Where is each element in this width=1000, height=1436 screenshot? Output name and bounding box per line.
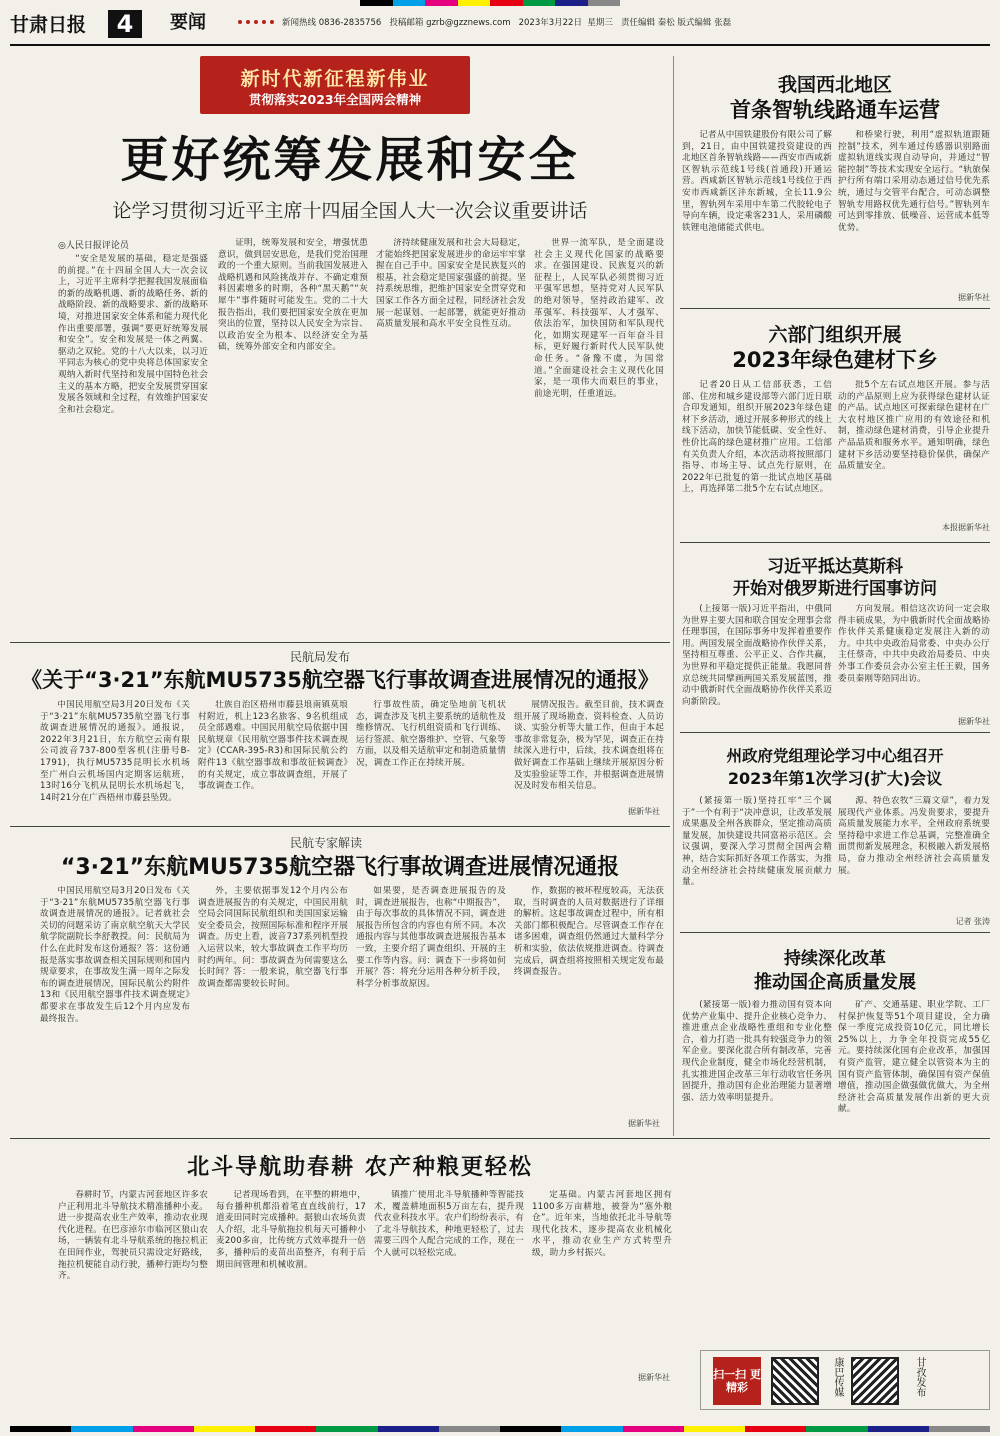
lead-col-1: “安全是发展的基础，稳定是强盛的前提。”在十四届全国人大一次会议上，习近平主席科学把握我国发展面临的新的战略机遇、新的战略任务、新的战略阶段、新的战略要求、新的战略环境，对推进国家安全体系和能力现代化作出重要部署，强调“要更好统筹发展和安全”。安全和发展是一体之两翼、驱动之双轮。党的十八大以来，以习近平同志为核心的党中央将总体国家安全观纳入新时代坚持和发展中国特色社会主义的基本方略，把安全发展贯穿国家发展各领域和全过程，有效维护国家安全和社会稳定。 xyxy=(58,254,208,415)
right-rule-2 xyxy=(680,542,990,543)
civil2-kicker: 民航专家解读 xyxy=(290,836,363,850)
right3-title-1: 习近平抵达莫斯科 xyxy=(767,557,903,577)
right2-title-2: 2023年绿色建材下乡 xyxy=(732,348,938,372)
right-rule-3 xyxy=(680,732,990,733)
civil2-top-rule xyxy=(10,826,670,827)
lead-subtitle: 论学习贯彻习近平主席十四届全国人大一次会议重要讲话 xyxy=(112,200,588,222)
civil2-col-3: 如果要，是否调查进展报告的及时，调查进展报告，也称“中期报告”，由于每次事故的具体情况不同，调查进展报告所包含的内容也有所不同。本次通报内容与其他事故调查进展报告基本一致，主要介绍了调查组织、开展的主要工作等内容。问：调查下一步将如何开展？答：将充分运用各种分析手段，科学分析事故原因。 xyxy=(356,886,506,989)
right2-col-1: 记者20日从工信部获悉，工信部、住房和城乡建设部等六部门近日联合印发通知，组织开展2023年绿色建材下乡活动，通过开展多种形式的线上线下活动，加快节能低碳、安全性好、性价比高的绿色建材推广应用。工信部有关负责人介绍，本次活动将按照部门指导、市场主导、试点先行原则，在2022年已批复的第一批试点地区基础上，再选择第二批5个左右试点地区。 xyxy=(682,380,832,495)
civil2-col-1: 中国民用航空局3月20日发布《关于“3·21”东航MU5735航空器飞行事故调查进展情况的通报》。记者就社会关切的问题采访了南京航空航天大学民航学院副院长李舒教授。问：民航局为什么在此时发布这份通报？答：这份通报是落实事故调查相关国际规则和国内规章要求，在事故发生满一周年之际发布的调查进展情况，国际民航公约附件13和《民用航空器事件技术调查规定》都要求在事故发生后12个月内应发布最终报告。 xyxy=(40,886,190,1024)
section-label: 要闻 xyxy=(170,12,206,33)
right3-title-2: 开始对俄罗斯进行国事访问 xyxy=(733,579,937,599)
promo-scan-label xyxy=(713,1357,761,1405)
right2-col-2: 批5个左右试点地区开展。参与活动的产品原则上应为获得绿色建材认证的产品。试点地区可探索绿色建材在广大农村地区推广应用的有效途径和机制，推动绿色建材消费，引导企业提升产品品质和服务水平。通知明确，绿色建材下乡活动要坚持稳价保供，确保产品质量安全。 xyxy=(838,380,990,472)
beidou-sig: 据新华社 xyxy=(638,1373,670,1382)
civil1-title: 《关于“3·21”东航MU5735航空器飞行事故调查进展情况的通报》 xyxy=(21,668,659,692)
right2-title-1: 六部门组织开展 xyxy=(768,324,902,346)
right4-title-1: 州政府党组理论学习中心组召开 xyxy=(726,747,944,765)
lead-title: 更好统筹发展和安全 xyxy=(120,132,580,188)
right-rule-4 xyxy=(680,932,990,933)
right3-sig: 据新华社 xyxy=(958,717,990,726)
hotline: 新闻热线 0836-2835756 xyxy=(282,18,382,28)
right3-col-1: (上接第一版)习近平指出，中俄同为世界主要大国和联合国安全理事会常任理事国，在国际事务中发挥着重要作用。两国发展全面战略协作伙伴关系，坚持相互尊重、公平正义、合作共赢，为世界和平稳定提供正能量。我愿同普京总统共同擘画两国关系发展蓝图，推动中俄新时代全面战略协作伙伴关系迈向新阶段。 xyxy=(682,604,832,707)
civil2-col-2: 外，主要依据事发12个月内公布调查进展报告的有关规定，中国民用航空局会同国际民航组织和美国国家运输安全委员会，按照国际标准和程序开展调查。历史上看，波音737系列机型投入运营以来，较大事故调查工作平均历时约两年。问：事故调查为何需要这么长时间？答：一般来说，航空器飞行事故调查都需要较长时间。 xyxy=(198,886,348,989)
right-rule-1 xyxy=(680,308,990,309)
beidou-col-3: 镇推广使用北斗导航播种等智能技术，覆盖耕地面积5万亩左右，提升现代农业科技水平。农户们纷纷表示，有了北斗导航技术，种地更轻松了，过去需要三四个人配合完成的工作，现在一个人就可以轻松完成。 xyxy=(374,1190,524,1258)
civil1-col-4: 展情况报告。截至目前，技术调查组开展了现场勘查、资料检查、人员访谈、实验分析等大量工作，但由于本起事故非常复杂，极为罕见，调查正在持续深入进行中，后续，技术调查组将在做好调查工作基础上继续开展原因分析及实验验证等工作，并根据调查进展情况及时发布相关信息。 xyxy=(514,700,664,792)
civil1-col-3: 行事故性质，确定坠地前飞机状态，调查涉及飞机主要系统的适航性及维修情况、飞行机组资质和飞行训练、运行签派、航空器维护、空管、气象等方面，以及相关适航审定和制造质量情况，调查工作正在持续开展。 xyxy=(356,700,506,768)
promo-app-label: 康巴传媒 xyxy=(832,1357,843,1397)
right5-col-1: (紧接第一版)着力推动国有资本向优势产业集中、提升企业核心竞争力、推进重点企业战略性重组和专业化整合，着力打造一批具有较强竞争力的领军企业。要深化混合所有制改革，完善现代企业制度，健全市场化经营机制，扎实推进国企改革三年行动收官任务巩固提升，推动国有企业治理能力显著增强、活力效率明显提升。 xyxy=(682,1000,832,1103)
beidou-title: 北斗导航助春耕 农产种粮更轻松 xyxy=(187,1155,533,1180)
main-divider xyxy=(673,56,674,1136)
email: 投稿邮箱 gzrb@gzznews.com xyxy=(389,18,511,28)
lead-col-3: 济持续健康发展和社会大局稳定，才能始终把国家发展进步的命运牢牢掌握在自己手中。国家安全是民族复兴的根基，社会稳定是国家强盛的前提。坚持系统思维，把维护国家安全贯穿党和国家工作各方面全过程，同经济社会发展一起谋划、一起部署，就能更好推动高质量发展和高水平安全良性互动。 xyxy=(376,238,526,330)
right5-title-1: 持续深化改革 xyxy=(784,949,886,969)
civil2-sig: 据新华社 xyxy=(628,1119,660,1128)
page-number-badge xyxy=(108,10,142,38)
masthead xyxy=(0,0,1000,46)
qr-code-2[interactable] xyxy=(851,1357,899,1405)
masthead-info xyxy=(282,16,992,30)
civil1-top-rule xyxy=(10,642,670,643)
right1-title-1: 我国西北地区 xyxy=(777,74,892,96)
lead-col-2: 证明，统筹发展和安全，增强忧患意识，做到居安思危，是我们党治国理政的一个重大原则。当前我国发展进入战略机遇和风险挑战并存、不确定难预料因素增多的时期，各种“黑天鹅”“灰犀牛”事件随时可能发生。党的二十大报告指出，我们要把国家安全放在更加突出的位置，坚持以人民安全为宗旨、以政治安全为根本、以经济安全为基础，统筹外部安全和内部安全。 xyxy=(218,238,368,353)
civil2-col-4: 作，数据的被坏程度较高，无法获取，当时调查的人员对数据进行了详细的解析。这起事故调查过程中，所有相关部门都积极配合。尽管调查工作存在诸多困难，调查组仍然通过大量科学分析和实验，依法依规推进调查。待调查完成后，调查组将按照相关规定发布最终调查报告。 xyxy=(514,886,664,978)
promo-scan-text: 扫一扫 更精彩 xyxy=(713,1368,761,1394)
right1-title-2: 首条智轨线路通车运营 xyxy=(730,98,940,122)
color-bar-top xyxy=(360,0,620,6)
weekday: 星期三 xyxy=(587,18,613,28)
right4-col-1: (紧接第一版)坚持扛牢“三个属于”一个有利于“决冲意识，让改革发展成果惠及全州各族群众，坚定推动高质量发展，加快建设共同富裕示范区。会议强调，要深入学习贯彻全国两会精神，结合实际抓好各项工作落实，为推动全州经济社会持续健康发展贡献力量。 xyxy=(682,796,832,888)
right5-title-2: 推动国企高质量发展 xyxy=(754,972,916,993)
right5-col-2: 矿产、交通基建、职业学院、工厂村保护恢复等51个项目建设，全力确保一季度完成投资10亿元，同比增长25%以上，力争全年投资完成55亿元。要持续深化国有企业改革，加强国有资产监管，建立健全以管资本为主的国有资产监管体制，确保国有资产保值增值，推动国企做强做优做大，为全州经济社会高质量发展作出新的更大贡献。 xyxy=(838,1000,990,1115)
right1-col-2: 和桥梁行驶，利用“虚拟轨道跟随控制”技术，列车通过传感器识别路面虚拟轨道线实现自动导向，并通过“智能控制”等技术实现安全运行。“轨旅保护行所有端口采用动态通过信号优先系统，通过与交管平台配合，可动态调整智轨专用路权优先通行信号。”智轨列车可达到零排放、低噪音、运营成本低等优势。 xyxy=(838,130,990,233)
banner-title: 新时代新征程新伟业 xyxy=(240,68,430,90)
civil1-col-2: 壮族自治区梧州市藤县埌南镇莫埌村附近，机上123名旅客、9名机组成员全部遇难。中国民用航空局依据中国民航规章《民用航空器事件技术调查规定》(CCAR-395-R3)和国际民航公约附件13《航空器事故和事故征候调查》的有关规定，成立事故调查组，开展了事故调查工作。 xyxy=(198,700,348,792)
masthead-rule xyxy=(10,44,990,46)
masthead-logo: 甘肃日报 xyxy=(10,14,87,36)
civil1-col-1: 中国民用航空局3月20日发布《关于“3·21”东航MU5735航空器飞行事故调查进展情况的通报》。通报说，2022年3月21日，东方航空云南有限公司波音737-800型客机(注册号B-1791)，执行MU5735昆明长水机场至广州白云机场国内定期客运航班，13时16分飞机从昆明长水机场起飞，14时21分在广西梧州市藤县坠毁。 xyxy=(40,700,190,803)
date: 2023年3月22日 xyxy=(518,18,582,28)
lead-byline: ◎人民日报评论员 xyxy=(58,241,129,251)
right1-sig: 据新华社 xyxy=(958,293,990,302)
right2-sig: 本报据新华社 xyxy=(942,523,990,532)
promo-box xyxy=(700,1350,990,1410)
banner-subtitle: 贯彻落实2023年全国两会精神 xyxy=(248,92,422,107)
qr-code-1[interactable] xyxy=(771,1357,819,1405)
civil1-sig: 据新华社 xyxy=(628,807,660,816)
promo-app-label-2: 甘孜发布 xyxy=(914,1357,925,1397)
right4-title-2: 2023年第1次学习(扩大)会议 xyxy=(727,769,943,788)
beidou-col-1: 春耕时节，内蒙古河套地区许多农户正利用北斗导航技术精准播种小麦。进一步提高农业生产效率，推动农业现代化进程。在巴彦淖尔市临河区狼山农场，一辆装有北斗导航系统的拖拉机正在田间作业，驾驶员只需设定好路线，拖拉机便能自动行驶，播种行距均匀整齐。 xyxy=(58,1190,208,1282)
masthead-dots xyxy=(238,20,274,24)
right4-sig: 记者 张涛 xyxy=(955,917,990,926)
civil1-kicker: 民航局发布 xyxy=(290,650,351,664)
editors: 责任编辑 秦松 版式编辑 张磊 xyxy=(621,18,732,28)
right1-col-1: 记者从中国铁建股份有限公司了解到，21日，由中国铁建投资建设的西北地区首条智轨线路——西安市西咸新区智轨示范线1号线(首通段)开通运营。西咸新区智轨示范线1号线位于西安市西咸新区沣东新城，全长11.9公里，智轨列车采用中车第二代胶轮电子导向车辆，设定乘客231人，采用磷酸铁锂电池储能式供电。 xyxy=(682,130,832,233)
color-bar-bottom xyxy=(10,1426,990,1432)
page-number: 4 xyxy=(116,10,134,38)
lead-col-4: 世界一流军队，是全面建设社会主义现代化国家的战略要求。在强国建设、民族复兴的新征程上，人民军队必须贯彻习近平强军思想，坚持党对人民军队的绝对领导，坚持政治建军、改革强军、科技强军、人才强军、依法治军，加快国防和军队现代化，如期实现建军一百年奋斗目标，更好履行新时代人民军队使命任务。“备豫不虞，为国常道。”全面建设社会主义现代化国家，是一项伟大而艰巨的事业，前途光明，任重道远。 xyxy=(534,238,664,399)
right4-col-2: 源、特色农牧“三篇文章”，着力发展现代产业体系。冯发贵要求，要提升高质量发展能力水平，全州政府系统要坚持稳中求进工作总基调，完整准确全面贯彻新发展理念，积极融入新发展格局，奋力推动全州经济社会高质量发展。 xyxy=(838,796,990,876)
beidou-col-4: 定基础。内蒙古河套地区拥有1100多万亩耕地，被誉为“塞外粮仓”。近年来，当地依托北斗导航等现代化技术，逐步提高农业机械化水平，推动农业生产方式转型升级，助力乡村振兴。 xyxy=(532,1190,672,1258)
beidou-top-rule xyxy=(10,1138,990,1139)
banner-box xyxy=(200,56,470,114)
civil2-title: “3·21”东航MU5735航空器飞行事故调查进展情况通报 xyxy=(60,855,620,880)
beidou-col-2: 记者现场看到，在平整的耕地中，每台播种机都沿着笔直直线前行，17道麦田同时完成播种。据狼山农场负责人介绍，北斗导航拖拉机每天可播种小麦200多亩，比传统方式效率提升一倍多，播种后的麦苗出苗整齐，有利于后期田间管理和机械收割。 xyxy=(216,1190,366,1270)
right3-col-2: 方向发展。相信这次访问一定会取得丰硕成果，为中俄新时代全面战略协作伙伴关系健康稳定发展注入新的动力。中共中央政治局常委、中央办公厅主任蔡奇，中共中央政治局委员、中央外事工作委员会办公室主任王毅，国务委员秦刚等陪同出访。 xyxy=(838,604,990,684)
